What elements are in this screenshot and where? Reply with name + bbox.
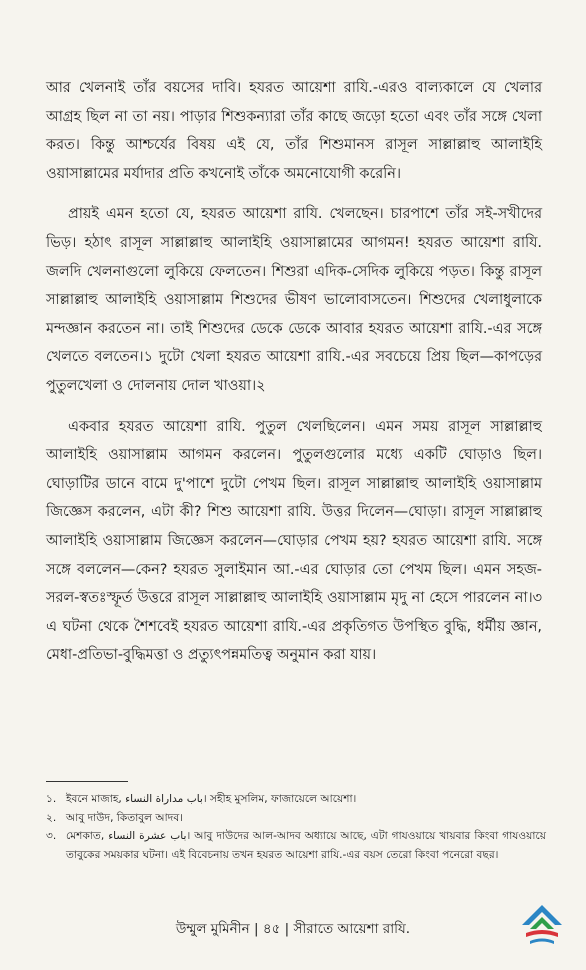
- paragraph-2: প্রায়ই এমন হতো যে, হযরত আয়েশা রাযি. খেলছেন। চারপাশে তাঁর সই-সখীদের ভিড়। হঠাৎ রাসূল সাল্লাল্লাহু আলাইহি ওয়াসাল্লামের আগমন! হযরত আয়েশা রাযি. জলদি খেলনাগুলো লুকিয়ে ফেলতেন। শিশুরা এদিক-সেদিক লুকিয়ে পড়ত। কিন্তু রাসূল সাল্লাল্লাহু আলাইহি ওয়াসাল্লাম শিশুদের ভীষণ ভালোবাসতেন। শিশুদের খেলাধুলাকে মন্দজ্ঞান করতেন না। তাই শিশুদের ডেকে ডেকে আবার হযরত আয়েশা রাযি.-এর সঙ্গে খেলতে বলতেন।১ দুটো খেলা হযরত আয়েশা রাযি.-এর সবচেয়ে প্রিয় ছিল—কাপড়ের পুতুলখেলা ও দোলনায় দোল খাওয়া।২: [46, 206, 542, 394]
- footnote-text: মেশকাত, باب عشرة النساء। আবু দাউদের আল-আদব অধ্যায়ে আছে, এটা গাযওয়ায়ে খায়বার কিংবা গাযওয়ায়ে তাবুকের সময়কার ঘটনা। এই বিবেচনায় তখন হযরত আয়েশা রাযি.-এর বয়স তেরো কিংবা পনেরো বছর।: [66, 830, 546, 861]
- publisher-logo-icon: [518, 903, 566, 947]
- section-title: সীরাতে আয়েশা রাযি.: [293, 921, 411, 937]
- footnote-text: আবু দাউদ, কিতাবুল আদব।: [66, 811, 184, 824]
- footnote-text: ইবনে মাজাহ, باب مداراة النساء। সহীহ মুসলিম, ফাজায়েলে আয়েশা।: [66, 793, 357, 805]
- footnote-2: [46, 809, 546, 828]
- footnote-number: ২.: [46, 811, 57, 824]
- page-footer: [0, 918, 586, 941]
- page-number: ৪৫: [262, 921, 281, 937]
- footnote-number: ১.: [46, 793, 57, 805]
- footnote-3: [46, 827, 546, 864]
- paragraph-1: আর খেলনাই তাঁর বয়সের দাবি। হযরত আয়েশা রাযি.-এরও বাল্যকালে যে খেলার আগ্রহ ছিল না তা নয়। পাড়ার শিশুকন্যারা তাঁর কাছে জড়ো হতো এবং তাঁর সঙ্গে খেলা করত। কিন্তু আশ্চর্যের বিষয় এই যে, তাঁর শিশুমানস রাসূল সাল্লাল্লাহু আলাইহি ওয়াসাল্লামের মর্যাদার প্রতি কখনোই তাঁকে অমনোযোগী করেনি।: [46, 80, 542, 182]
- footnote-1: [46, 790, 546, 809]
- page-body: [46, 74, 542, 682]
- book-title: উম্মুল মুমিনীন: [175, 921, 250, 937]
- footnotes: [46, 790, 546, 864]
- footer-separator: |: [253, 921, 259, 937]
- paragraph-3: একবার হযরত আয়েশা রাযি. পুতুল খেলছিলেন। এমন সময় রাসূল সাল্লাল্লাহু আলাইহি ওয়াসাল্লাম আগমন করলেন। পুতুলগুলোর মধ্যে একটি ঘোড়াও ছিল। ঘোড়াটির ডানে বামে দু'পাশে দুটো পেখম ছিল। রাসূল সাল্লাল্লাহু আলাইহি ওয়াসাল্লাম জিজ্ঞেস করলেন, এটা কী? শিশু আয়েশা রাযি. উত্তর দিলেন—ঘোড়া। রাসূল সাল্লাল্লাহু আলাইহি ওয়াসাল্লাম জিজ্ঞেস করলেন—ঘোড়ার পেখম হয়? হযরত আয়েশা রাযি. সঙ্গে সঙ্গে বললেন—কেন? হযরত সুলাইমান আ.-এর ঘোড়ার তো পেখম ছিল। এমন সহজ-সরল-স্বতঃস্ফূর্ত উত্তরে রাসূল সাল্লাল্লাহু আলাইহি ওয়াসাল্লাম মৃদু না হেসে পারলেন না।৩ এ ঘটনা থেকে শৈশবেই হযরত আয়েশা রাযি.-এর প্রকৃতিগত উপস্থিত বুদ্ধি, ধর্মীয় জ্ঞান, মেধা-প্রতিভা-বুদ্ধিমত্তা ও প্রত্যুৎপন্নমতিত্ব অনুমান করা যায়।: [46, 418, 542, 664]
- footnote-divider: [46, 781, 128, 782]
- footnote-number: ৩.: [46, 830, 57, 842]
- footer-separator: |: [284, 921, 290, 937]
